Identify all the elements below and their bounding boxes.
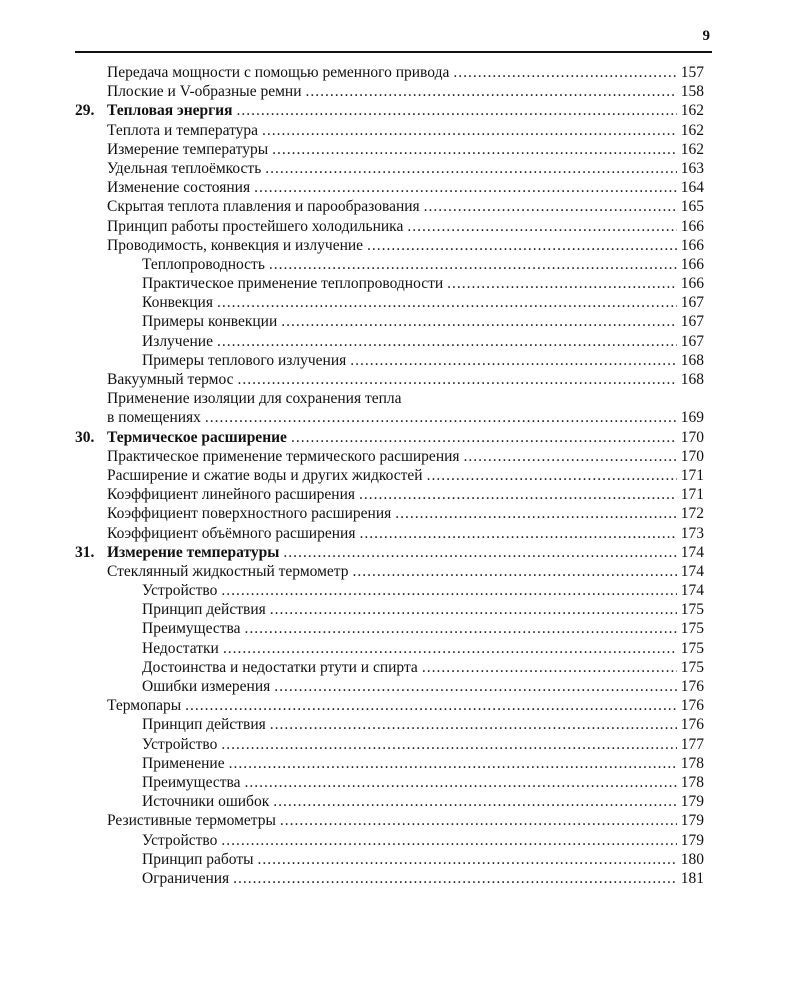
- entry-title: Передача мощности с помощью ременного привода: [107, 64, 450, 81]
- dot-leader: [221, 581, 676, 600]
- entry-page-number: 180: [680, 850, 704, 868]
- toc-section: [75, 466, 704, 485]
- dot-leader: [265, 159, 676, 178]
- toc-chapter: [75, 543, 704, 562]
- toc-subsection: [75, 600, 704, 619]
- entry-page-number: 179: [680, 831, 704, 849]
- entry-page-number: 179: [680, 793, 704, 811]
- entry-title: Устройство: [142, 582, 218, 600]
- toc-section: [75, 696, 704, 715]
- entry-page-number: 172: [680, 505, 704, 523]
- entry-row: [142, 619, 704, 638]
- entry-row: [142, 754, 704, 773]
- dot-leader: [205, 408, 677, 427]
- entry-row: [107, 159, 704, 178]
- entry-title: Практическое применение термического расширения: [107, 447, 460, 465]
- entry-page-number: 167: [680, 332, 704, 350]
- entry-title: Ошибки измерения: [142, 678, 271, 695]
- dot-leader: [233, 869, 677, 888]
- dot-leader: [367, 236, 677, 255]
- entry-title: Теплопроводность: [142, 255, 265, 273]
- dot-leader: [270, 600, 677, 619]
- entry-title: Термическое расширение: [107, 428, 287, 446]
- entry-page-number: 164: [680, 179, 704, 197]
- chapter-number: 30.: [75, 428, 95, 446]
- toc-subsection: [75, 274, 704, 293]
- entry-page-number: 171: [680, 486, 704, 504]
- entry-title: Ограничения: [142, 869, 230, 887]
- entry-page-number: 171: [680, 466, 704, 484]
- toc-section: [75, 140, 704, 159]
- chapter-number: 31.: [75, 543, 95, 561]
- toc-subsection: [75, 773, 704, 792]
- entry-title: Плоские и V-образные ремни: [107, 83, 302, 101]
- toc-subsection: [75, 869, 704, 888]
- dot-leader: [185, 696, 677, 715]
- dot-leader: [422, 658, 677, 677]
- table-of-contents: [75, 63, 704, 888]
- toc-chapter: [75, 428, 704, 447]
- entry-title: Термопары: [107, 697, 182, 715]
- entry-page-number: 176: [680, 678, 704, 695]
- toc-subsection: [75, 677, 704, 696]
- dot-leader: [359, 485, 677, 504]
- entry-row: [107, 197, 704, 216]
- entry-title-line1: Применение изоляции для сохранения тепла: [107, 390, 402, 408]
- toc-section: [75, 524, 704, 543]
- toc-section: [75, 82, 704, 101]
- entry-row: [142, 658, 704, 677]
- dot-leader: [217, 293, 677, 312]
- entry-title: Примеры конвекции: [142, 313, 278, 331]
- toc-subsection: [75, 581, 704, 600]
- entry-title: Скрытая теплота плавления и парообразования: [107, 198, 420, 216]
- entry-title: Проводимость, конвекция и излучение: [107, 236, 364, 254]
- entry-page-number: 181: [680, 869, 704, 887]
- entry-page-number: 162: [680, 121, 704, 139]
- entry-title: Преимущества: [142, 620, 241, 638]
- entry-title: Теплота и температура: [107, 121, 259, 139]
- toc-subsection: [75, 792, 704, 811]
- toc-section: [75, 63, 704, 82]
- entry-page-number: 167: [680, 294, 704, 312]
- dot-leader: [223, 639, 677, 658]
- dot-leader: [274, 677, 677, 696]
- dot-leader: [273, 792, 677, 811]
- entry-title: Источники ошибок: [142, 793, 270, 811]
- toc-subsection: [75, 255, 704, 274]
- entry-row: [142, 869, 704, 888]
- dot-leader: [262, 121, 677, 140]
- entry-row: [107, 63, 704, 82]
- toc-section: [75, 811, 704, 830]
- entry-page-number: 163: [680, 159, 704, 177]
- entry-page-number: 166: [680, 255, 704, 273]
- toc-subsection: [75, 293, 704, 312]
- entry-title: Излучение: [142, 332, 213, 350]
- dot-leader: [395, 504, 677, 523]
- dot-leader: [245, 773, 677, 792]
- dot-leader: [407, 217, 676, 236]
- entry-row: [107, 485, 704, 504]
- entry-row: [107, 524, 704, 543]
- entry-title: Коэффициент поверхностного расширения: [107, 505, 392, 523]
- entry-page-number: 175: [680, 639, 704, 657]
- dot-leader: [245, 619, 677, 638]
- entry-page-number: 158: [680, 83, 704, 101]
- entry-page-number: 168: [680, 371, 704, 388]
- dot-leader: [221, 735, 676, 754]
- entry-row: [107, 696, 704, 715]
- entry-page-number: 174: [680, 582, 704, 600]
- entry-title: Тепловая энергия: [107, 102, 233, 120]
- dot-leader: [254, 178, 677, 197]
- entry-title: Стеклянный жидкостный термометр: [107, 562, 349, 580]
- toc-section: [75, 504, 704, 523]
- entry-row: [142, 600, 704, 619]
- entry-title: Примеры теплового излучения: [142, 351, 347, 369]
- toc-subsection: [75, 754, 704, 773]
- entry-row: [107, 811, 704, 830]
- entry-page-number: 178: [680, 754, 704, 772]
- entry-title: Применение: [142, 754, 225, 772]
- entry-row: [107, 82, 704, 101]
- entry-page-number: 168: [680, 351, 704, 369]
- entry-row: [142, 715, 704, 734]
- dot-leader: [269, 255, 677, 274]
- entry-page-number: 166: [680, 236, 704, 254]
- entry-title: Принцип действия: [142, 601, 266, 619]
- entry-row: [107, 428, 704, 447]
- entry-row: [107, 121, 704, 140]
- dot-leader: [453, 63, 676, 82]
- dot-leader: [306, 82, 677, 101]
- dot-leader: [359, 524, 676, 543]
- toc-subsection: [75, 332, 704, 351]
- toc-subsection: [75, 850, 704, 869]
- entry-title: Измерение температуры: [107, 140, 269, 158]
- entry-row: [107, 236, 704, 255]
- toc-subsection: [75, 351, 704, 370]
- entry-row: [107, 101, 704, 120]
- dot-leader: [221, 831, 676, 850]
- entry-row: [142, 735, 704, 754]
- dot-leader: [281, 312, 676, 331]
- entry-page-number: 162: [680, 102, 704, 120]
- toc-subsection: [75, 619, 704, 638]
- header-rule: [75, 51, 712, 53]
- entry-title: Устройство: [142, 735, 218, 753]
- entry-row: [142, 792, 704, 811]
- entry-row: [107, 562, 704, 581]
- toc-subsection: [75, 639, 704, 658]
- entry-title: Устройство: [142, 831, 218, 849]
- entry-title: Расширение и сжатие воды и других жидкостей: [107, 466, 423, 484]
- entry-page-number: 175: [680, 620, 704, 638]
- toc-section: [75, 389, 704, 427]
- entry-title: Изменение состояния: [107, 179, 251, 197]
- entry-title: Вакуумный термос: [107, 371, 234, 388]
- chapter-number: 29.: [75, 102, 95, 120]
- entry-page-number: 166: [680, 217, 704, 235]
- toc-subsection: [75, 658, 704, 677]
- entry-title: Измерение температуры: [107, 543, 280, 561]
- entry-row: [142, 274, 704, 293]
- toc-chapter: [75, 101, 704, 120]
- entry-page-number: 173: [680, 524, 704, 542]
- entry-page-number: 157: [680, 64, 704, 81]
- entry-row: [107, 543, 704, 562]
- entry-page-number: 166: [680, 275, 704, 293]
- toc-subsection: [75, 831, 704, 850]
- entry-row: [107, 178, 704, 197]
- dot-leader: [229, 754, 677, 773]
- dot-leader: [424, 197, 677, 216]
- entry-row: [142, 850, 704, 869]
- entry-row: [107, 217, 704, 236]
- entry-page-number: 177: [680, 735, 704, 753]
- dot-leader: [280, 811, 677, 830]
- entry-row: [142, 639, 704, 658]
- dot-leader: [236, 101, 676, 120]
- entry-page-number: 169: [680, 409, 704, 427]
- entry-page-number: 178: [680, 773, 704, 791]
- entry-title: Конвекция: [142, 294, 213, 312]
- entry-page-number: 174: [680, 562, 704, 580]
- entry-row: [142, 351, 704, 370]
- entry-title: Коэффициент объёмного расширения: [107, 524, 356, 542]
- dot-leader: [258, 850, 677, 869]
- entry-row: [107, 370, 704, 389]
- entry-title: в помещениях: [107, 409, 201, 427]
- dot-leader: [217, 332, 677, 351]
- toc-section: [75, 217, 704, 236]
- entry-title: Коэффициент линейного расширения: [107, 486, 355, 504]
- entry-row: [142, 312, 704, 331]
- toc-section: [75, 178, 704, 197]
- toc-section: [75, 159, 704, 178]
- entry-page-number: 174: [680, 543, 704, 561]
- dot-leader: [464, 447, 677, 466]
- toc-subsection: [75, 735, 704, 754]
- entry-title: Достоинства и недостатки ртути и спирта: [142, 658, 418, 676]
- entry-row: [142, 581, 704, 600]
- dot-leader: [353, 562, 677, 581]
- entry-row: [142, 677, 704, 696]
- dot-leader: [427, 466, 677, 485]
- dot-leader: [270, 715, 677, 734]
- entry-title: Принцип действия: [142, 716, 266, 734]
- entry-row: [107, 140, 704, 159]
- entry-row: [142, 773, 704, 792]
- toc-section: [75, 236, 704, 255]
- entry-page-number: 175: [680, 658, 704, 676]
- toc-subsection: [75, 312, 704, 331]
- entry-page-number: 176: [680, 697, 704, 715]
- entry-page-number: 176: [680, 716, 704, 734]
- dot-leader: [238, 370, 677, 389]
- entry-row: [107, 466, 704, 485]
- entry-title: Принцип работы: [142, 850, 254, 868]
- entry-row: [142, 332, 704, 351]
- entry-page-number: 170: [680, 447, 704, 465]
- entry-page-number: 165: [680, 198, 704, 216]
- toc-section: [75, 197, 704, 216]
- entry-title: Принцип работы простейшего холодильника: [107, 217, 404, 235]
- entry-title: Резистивные термометры: [107, 812, 276, 830]
- entry-page-number: 175: [680, 601, 704, 619]
- entry-row: [107, 447, 704, 466]
- entry-row: [142, 831, 704, 850]
- entry-page-number: 170: [680, 428, 704, 446]
- entry-title: Недостатки: [142, 639, 219, 657]
- toc-section: [75, 562, 704, 581]
- toc-section: [75, 370, 704, 389]
- entry-row: [107, 504, 704, 523]
- entry-page-number: 179: [680, 812, 704, 830]
- entry-row: [107, 408, 704, 427]
- toc-section: [75, 485, 704, 504]
- dot-leader: [350, 351, 676, 370]
- entry-title: Удельная теплоёмкость: [107, 159, 262, 177]
- dot-leader: [272, 140, 677, 159]
- toc-section: [75, 447, 704, 466]
- dot-leader: [291, 428, 677, 447]
- entry-row: [142, 293, 704, 312]
- dot-leader: [447, 274, 677, 293]
- entry-row: [142, 255, 704, 274]
- entry-title: Преимущества: [142, 773, 241, 791]
- page-number: 9: [702, 28, 710, 44]
- dot-leader: [283, 543, 676, 562]
- entry-page-number: 167: [680, 313, 704, 331]
- toc-subsection: [75, 715, 704, 734]
- toc-section: [75, 121, 704, 140]
- entry-page-number: 162: [680, 140, 704, 158]
- entry-title: Практическое применение теплопроводности: [142, 275, 444, 293]
